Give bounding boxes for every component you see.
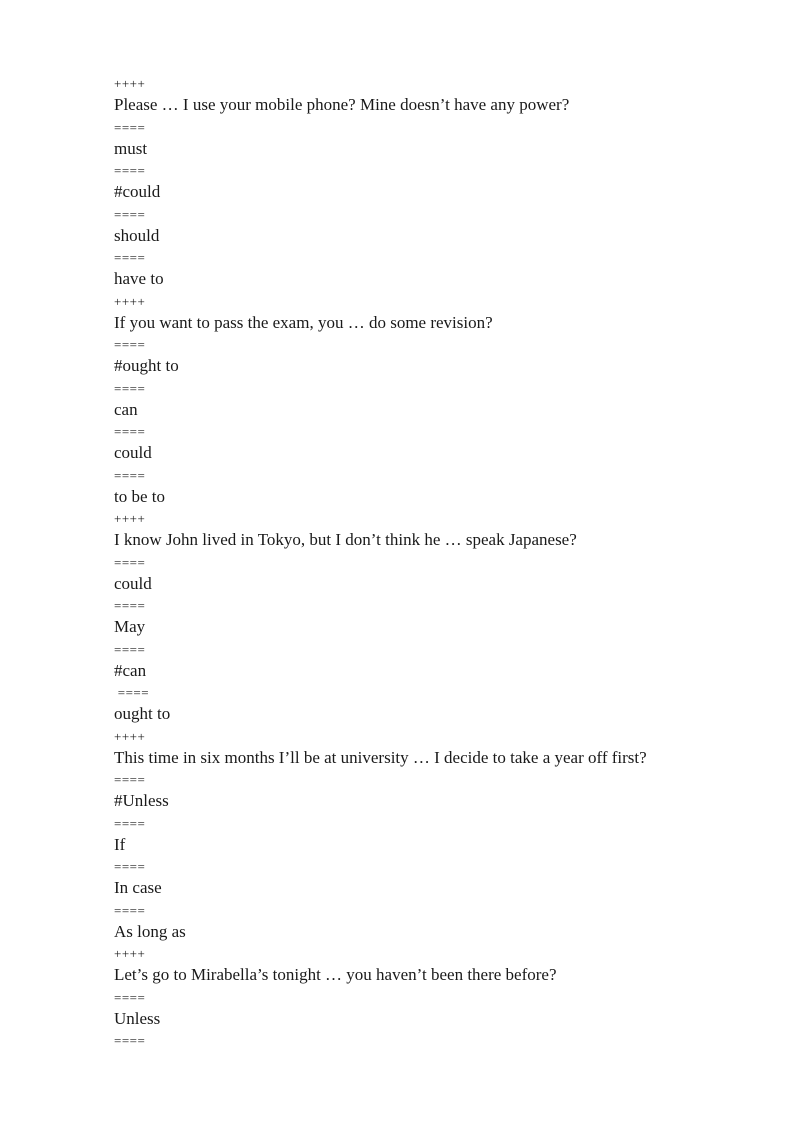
question-line: #could	[114, 182, 161, 201]
separator-marker: ====	[114, 467, 146, 483]
separator-marker: ====	[114, 119, 146, 135]
separator-marker: ====	[114, 1033, 146, 1048]
separator-marker: ====	[114, 815, 146, 831]
question-line: May	[114, 617, 146, 636]
question-line: If you want to pass the exam, you … do some revision?	[114, 312, 493, 332]
question-line: Let’s go to Mirabella’s tonight … you haven’t been there before?	[114, 965, 557, 984]
separator-marker: ++++	[114, 728, 146, 744]
question-line: In case	[114, 878, 162, 897]
question-line: have to	[114, 269, 164, 288]
document-body	[114, 76, 754, 1048]
separator-marker: ++++	[114, 293, 146, 309]
separator-marker: ====	[114, 424, 146, 439]
question-line: #ought to	[114, 356, 179, 375]
question-line: to be to	[114, 486, 165, 506]
separator-marker: ====	[114, 337, 146, 352]
question-line: I know John lived in Tokyo, but I don’t think he … speak Japanese?	[114, 530, 577, 549]
question-line: should	[114, 225, 160, 245]
question-line: #can	[114, 660, 147, 680]
question-line: #Unless	[114, 791, 169, 810]
separator-marker: ====	[114, 380, 146, 396]
separator-marker: ====	[114, 989, 146, 1005]
separator-marker: ++++	[114, 511, 146, 526]
question-line: This time in six months I’ll be at university … I decide to take a year off first?	[114, 747, 647, 767]
separator-marker: ====	[114, 163, 146, 178]
separator-marker: ====	[114, 598, 146, 613]
question-line: could	[114, 443, 152, 462]
separator-marker: ====	[114, 772, 146, 787]
question-line: could	[114, 573, 152, 593]
question-line: Unless	[114, 1008, 161, 1028]
separator-marker: ====	[114, 250, 146, 265]
separator-marker: ====	[114, 902, 146, 918]
question-line: As long as	[114, 921, 186, 941]
separator-marker: ====	[114, 685, 150, 700]
separator-marker: ++++	[114, 946, 146, 961]
separator-marker: ====	[114, 554, 146, 570]
separator-marker: ++++	[114, 76, 146, 91]
separator-marker: ====	[114, 641, 146, 657]
separator-marker: ====	[114, 206, 146, 222]
question-line: ought to	[114, 704, 171, 723]
question-line: must	[114, 138, 148, 158]
question-line: If	[114, 834, 126, 854]
separator-marker: ====	[114, 859, 146, 874]
question-line: Please … I use your mobile phone? Mine doesn’t have any power?	[114, 95, 570, 114]
question-line: can	[114, 399, 138, 419]
